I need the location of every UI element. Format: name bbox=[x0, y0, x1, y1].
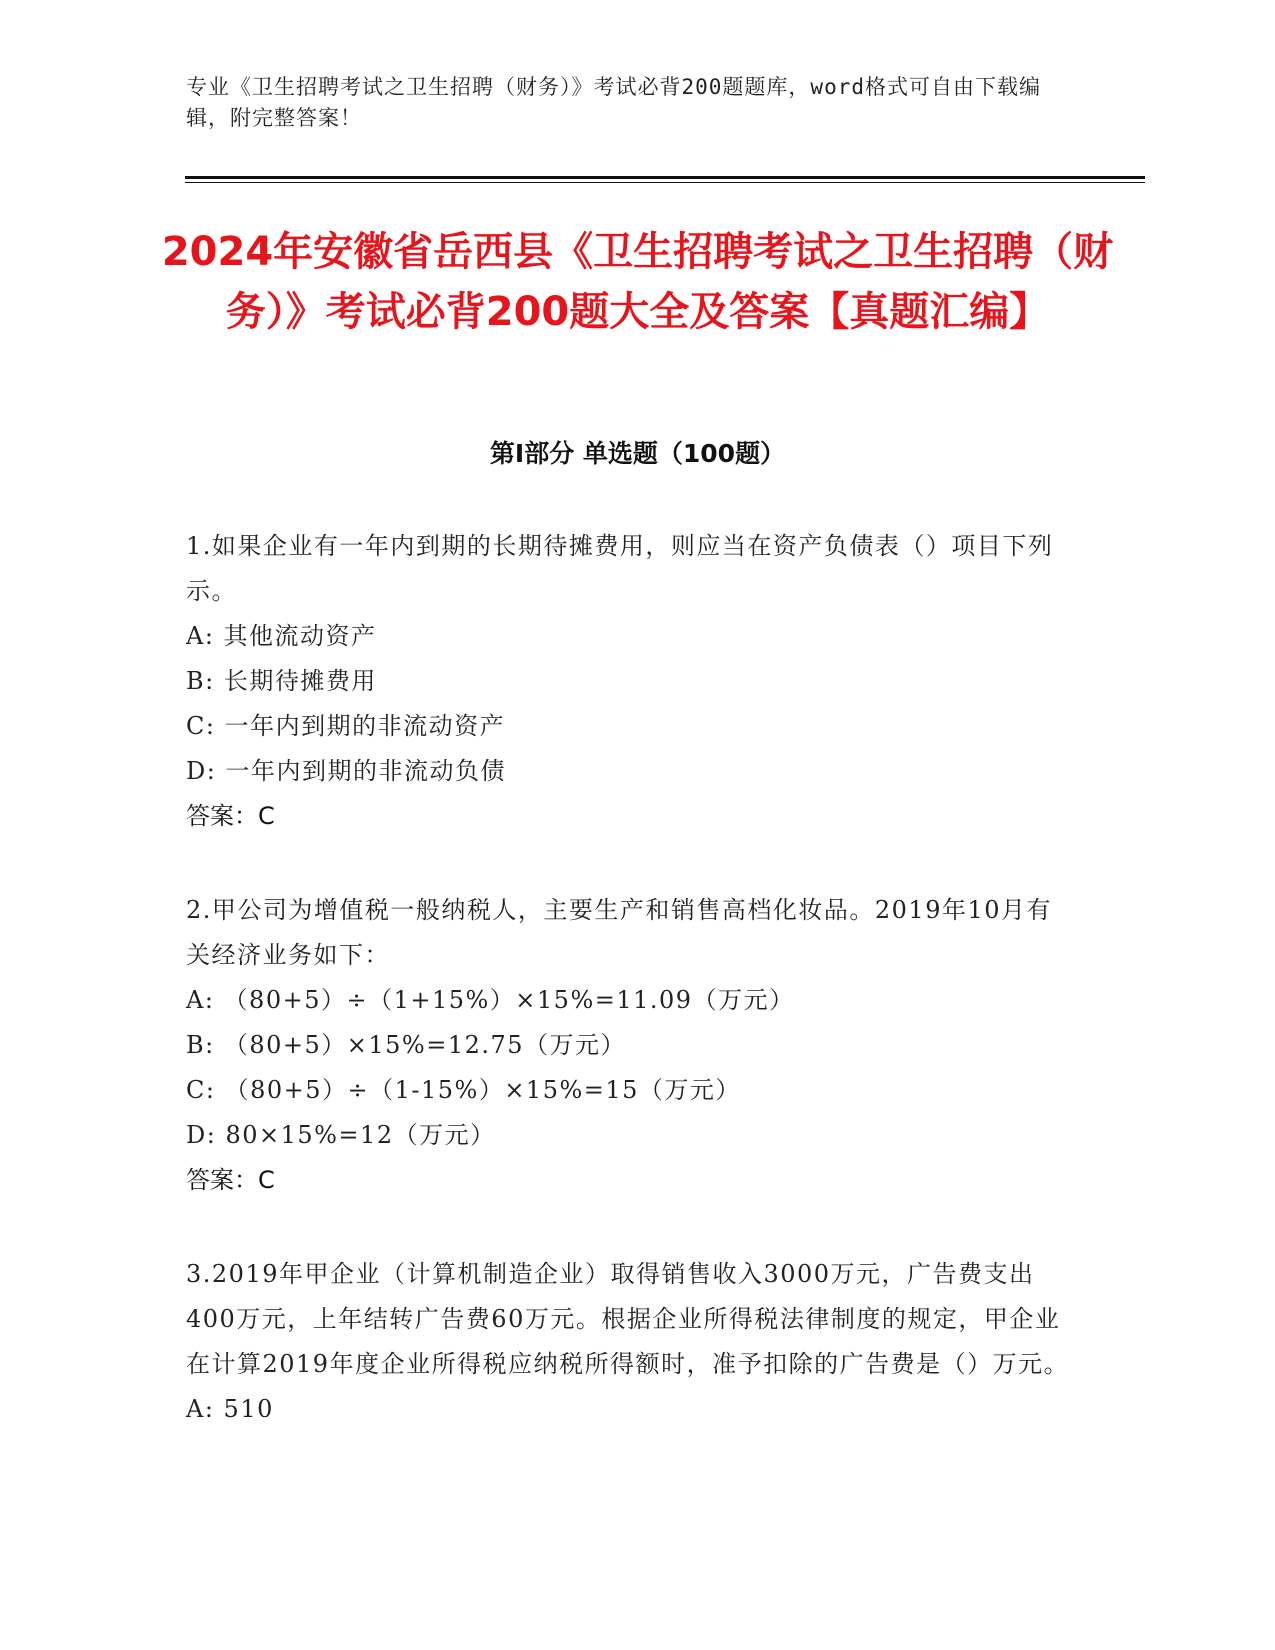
question-1 bbox=[186, 524, 1076, 839]
option-b: B: （80+5）×15%=12.75（万元） bbox=[186, 1031, 627, 1059]
question-stem: 3.2019年甲企业（计算机制造企业）取得销售收入3000万元，广告费支出400万元，上年结转广告费60万元。根据企业所得税法律制度的规定，甲企业在计算2019年度企业所得税应纳税所得额时，准予扣除的广告费是（）万元。 bbox=[186, 1260, 1070, 1378]
section-heading: 第I部分 单选题（100题） bbox=[489, 439, 786, 468]
option-a: A: 其他流动资产 bbox=[186, 622, 377, 650]
option-c: C: 一年内到期的非流动资产 bbox=[186, 712, 506, 740]
header-note: 专业《卫生招聘考试之卫生招聘（财务）》考试必背200题题库，word格式可自由下载编辑，附完整答案！ bbox=[186, 75, 1041, 130]
question-stem: 2.甲公司为增值税一般纳税人，主要生产和销售高档化妆品。2019年10月有关经济业务如下： bbox=[186, 896, 1053, 969]
document-title: 2024年安徽省岳西县《卫生招聘考试之卫生招聘（财务）》考试必背200题大全及答案【真题汇编】 bbox=[161, 229, 1114, 335]
question-3 bbox=[186, 1252, 1076, 1432]
option-d: D: 80×15%=12（万元） bbox=[186, 1121, 496, 1149]
question-2 bbox=[186, 888, 1076, 1203]
option-d: D: 一年内到期的非流动负债 bbox=[186, 757, 506, 785]
question-list bbox=[186, 524, 1076, 1481]
header-divider-thick bbox=[185, 176, 1145, 179]
option-a: A: （80+5）÷（1+15%）×15%=11.09（万元） bbox=[186, 986, 795, 1014]
question-stem: 1.如果企业有一年内到期的长期待摊费用，则应当在资产负债表（）项目下列示。 bbox=[186, 532, 1054, 605]
answer-line: 答案：C bbox=[186, 1166, 275, 1194]
option-a: A: 510 bbox=[186, 1395, 274, 1423]
option-b: B: 长期待摊费用 bbox=[186, 667, 377, 695]
option-c: C: （80+5）÷（1-15%）×15%=15（万元） bbox=[186, 1076, 741, 1104]
answer-line: 答案：C bbox=[186, 802, 275, 830]
header-divider-thin bbox=[185, 182, 1145, 183]
